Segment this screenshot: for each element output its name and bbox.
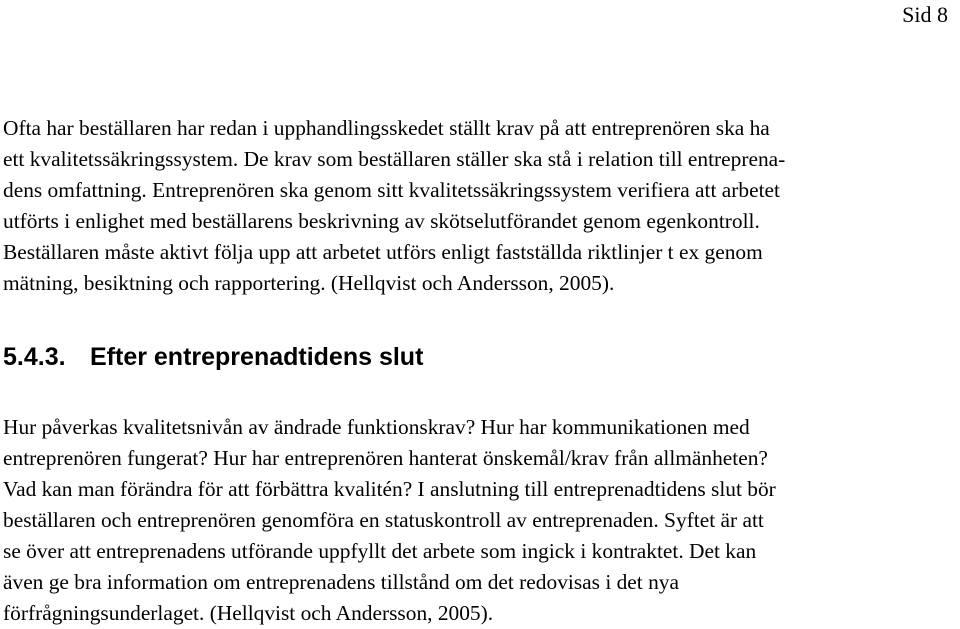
paragraph-line: Vad kan man förändra för att förbättra kvalitén? I anslutning till entreprenadtidens slut bör [3, 477, 776, 501]
paragraph-after-contract [3, 412, 776, 629]
paragraph-quality-assurance [3, 113, 785, 299]
paragraph-line: entreprenören fungerat? Hur har entreprenören hanterat önskemål/krav från allmänheten? [3, 446, 768, 470]
section-heading [3, 340, 423, 374]
paragraph-line: dens omfattning. Entreprenören ska genom sitt kvalitetssäkringssystem verifiera att arbetet [3, 178, 780, 202]
paragraph-line: ett kvalitetssäkringssystem. De krav som beställaren ställer ska stå i relation till entreprena- [3, 147, 786, 171]
section-number: 5.4.3. [3, 343, 66, 371]
paragraph-line: Hur påverkas kvalitetsnivån av ändrade funktionskrav? Hur har kommunikationen med [3, 415, 750, 439]
paragraph-line: även ge bra information om entreprenadens tillstånd om det redovisas i det nya [3, 570, 679, 594]
paragraph-line: Ofta har beställaren har redan i upphandlingsskedet ställt krav på att entreprenören ska ha [3, 116, 770, 140]
paragraph-line: förfrågningsunderlaget. (Hellqvist och Andersson, 2005). [3, 601, 494, 625]
paragraph-line: beställaren och entreprenören genomföra en statuskontroll av entreprenaden. Syftet är att [3, 508, 764, 532]
page-number: Sid 8 [902, 2, 948, 27]
section-title: Efter entreprenadtidens slut [90, 343, 424, 371]
paragraph-line: Beställaren måste aktivt följa upp att arbetet utförs enligt fastställda riktlinjer t ex genom [3, 240, 763, 264]
paragraph-line: utförts i enlighet med beställarens beskrivning av skötselutförandet genom egenkontroll. [3, 209, 760, 233]
paragraph-line: se över att entreprenadens utförande uppfyllt det arbete som ingick i kontraktet. Det kan [3, 539, 757, 563]
paragraph-line: mätning, besiktning och rapportering. (Hellqvist och Andersson, 2005). [3, 271, 615, 295]
